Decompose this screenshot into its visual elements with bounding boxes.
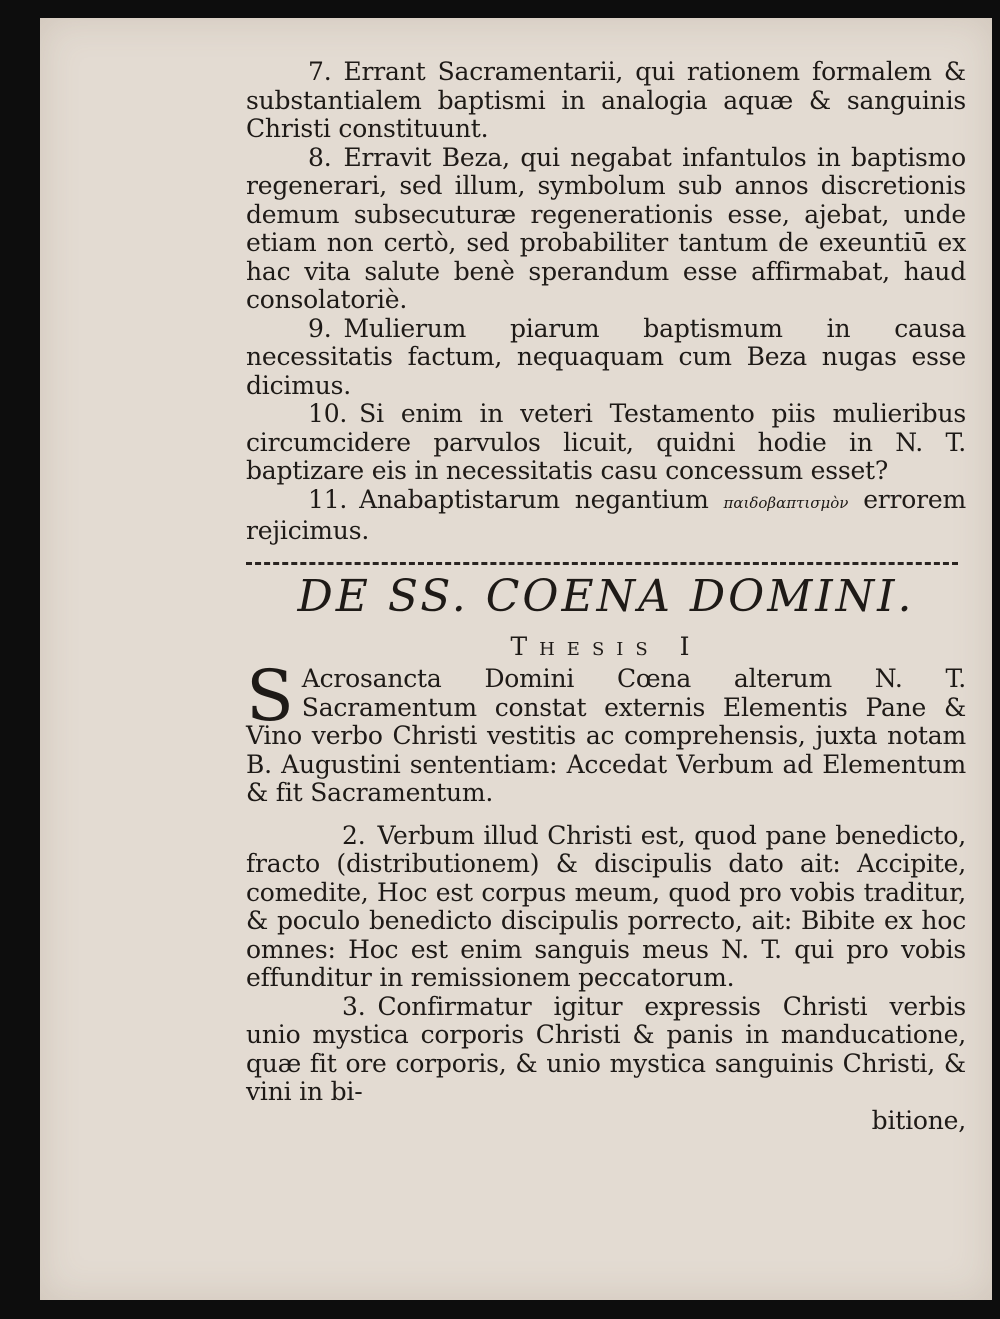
paragraph-text: Si enim in veteri Testamento piis mulieribus circumcidere parvulos licuit, quidni hodie in N. T. baptizare eis in necessitatis casu concessum esset? [246,399,966,485]
paragraph-number: 10. [308,399,348,428]
catchword: bitione, [871,1105,966,1135]
thesis-label: Thesis I [510,631,702,661]
paragraph-8 [246,144,966,315]
paragraph-number: 2. [342,820,366,850]
paragraph-text: Erravit Beza, qui negabat infantulos in baptismo regenerari, sed illum, symbolum sub annos discretionis demum subsecuturæ regenerationis esse, ajebat, unde etiam non certò, sed probabiliter tantum de exeuntiū ex hac vita salute benè sperandum esse affirmabat, haud consolatoriè. [246,142,966,314]
drop-cap-letter: S [246,655,294,737]
paragraph-text: Confirmatur igitur expressis Christi verbis unio mystica corporis Christi & panis in manducatione, quæ fit ore corporis, & unio mystica sanguinis Christi, & vini in bi- [246,991,966,1106]
paragraph-2 [246,822,966,993]
paragraph-number: 7. [308,57,332,86]
section-heading: DE SS. COENA DOMINI. [297,570,915,622]
spacer [246,808,966,822]
paragraph-number: 8. [308,142,332,172]
paragraph-text: Anabaptistarum negantium [359,484,709,514]
paragraph-number: 3. [342,991,366,1021]
paragraph-3 [246,993,966,1107]
page-text-block [246,58,966,1135]
paragraph-text: Errant Sacramentarii, qui rationem formalem & substantialem baptismi in analogia aquæ & sanguinis Christi constituunt. [246,57,966,143]
greek-word: παιδοβαπτισμὸν [723,493,849,512]
paragraph-number: 11. [308,484,348,514]
paragraph-text: Acrosancta Domini Cœna alterum N. T. Sacramentum constat externis Elementis Pane & Vino verbo Christi vestitis ac comprehensis, juxta notam B. Augustini sententiam: Accedat Verbum ad Elementum & fit Sacramentum. [246,664,966,807]
paragraph-number: 9. [308,313,332,343]
paragraph-text: Verbum illud Christi est, quod pane benedicto, fracto (distributionem) & discipulis dato ait: Accipite, comedite, Hoc est corpus meum, quod pro vobis traditur, & poculo benedicto discipulis porrecto, ait: Bibite ex hoc omnes: Hoc est enim sanguis meus N. T. qui pro vobis effunditur in remissionem peccatorum. [246,820,966,992]
paragraph-7 [246,58,966,144]
paragraph-9 [246,315,966,401]
paragraph-11 [246,486,966,546]
paragraph-10 [246,400,966,486]
paper-sheet [40,18,992,1300]
paragraph-text: Mulierum piarum baptismum in causa necessitatis factum, nequaquam cum Beza nugas esse dicimus. [246,313,966,400]
paragraph-text-end: errorem rejicimus. [246,484,966,545]
thesis-1-paragraph [246,655,966,808]
section-divider [246,562,958,565]
